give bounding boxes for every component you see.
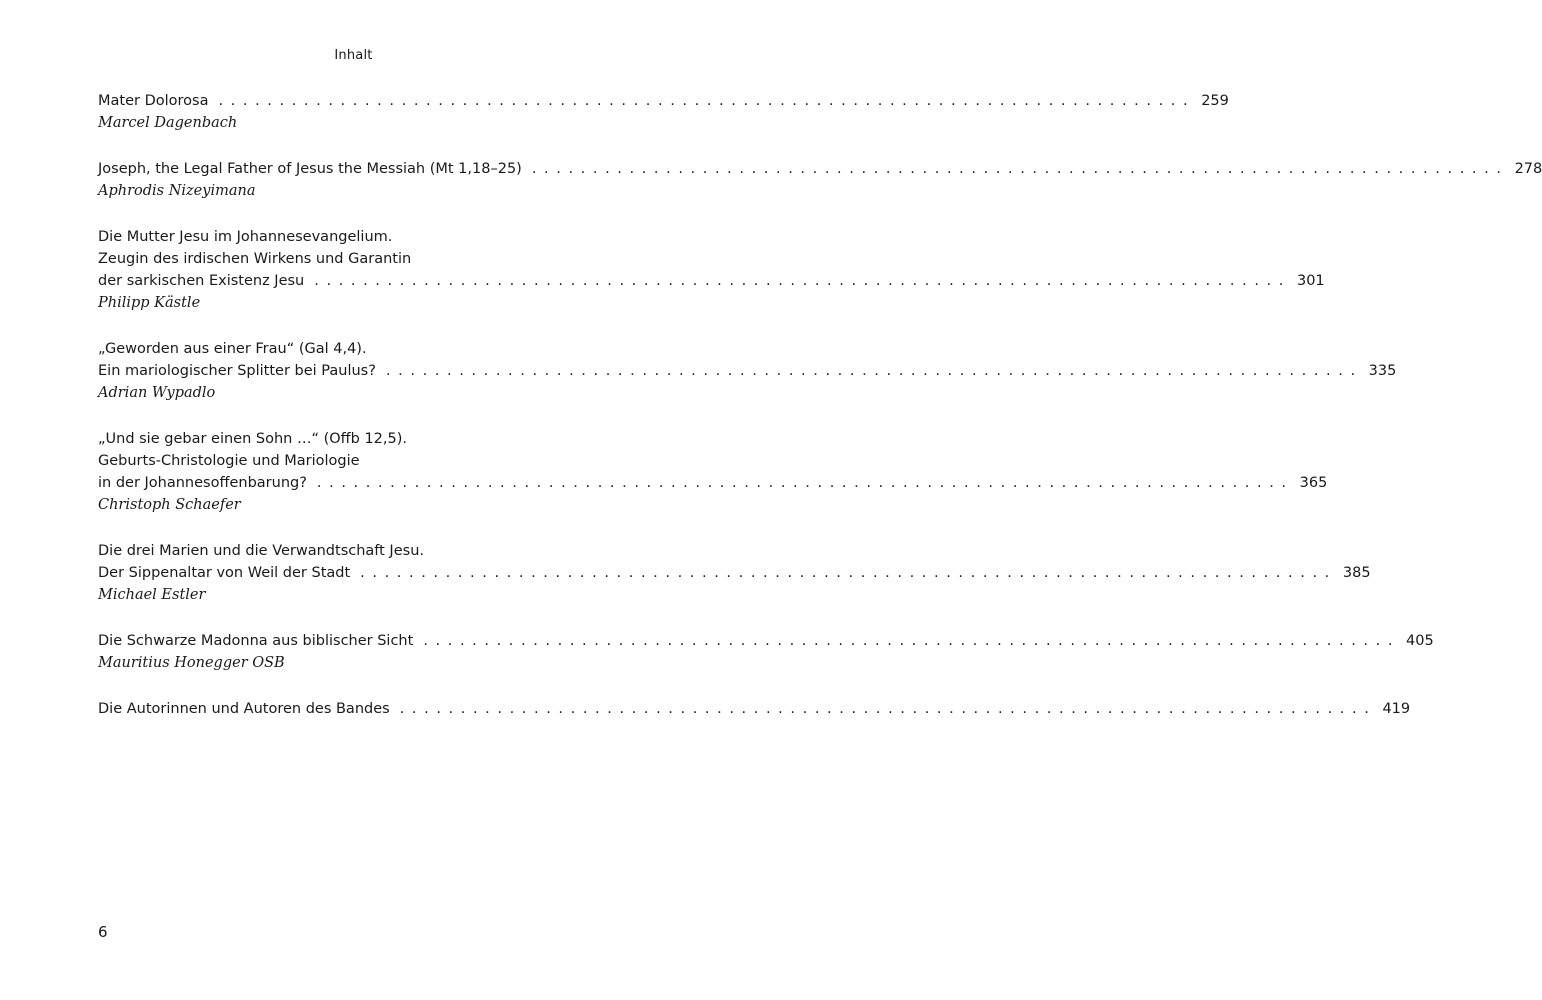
toc-entry-title xyxy=(98,90,1229,112)
toc-entry xyxy=(98,428,1328,516)
toc-entry-title-text: Mater Dolorosa xyxy=(98,93,209,109)
toc-entry xyxy=(98,158,1542,202)
toc-entry-title xyxy=(98,158,1542,180)
toc-page-number: 419 xyxy=(1382,701,1411,717)
dot-leader: ................................................................................ xyxy=(316,475,1294,491)
toc-entry xyxy=(98,90,1229,134)
toc-entry-title xyxy=(98,698,1411,720)
toc-entry-title-text: in der Johannesoffenbarung? xyxy=(98,475,307,491)
toc-entry-author: Mauritius Honegger OSB xyxy=(98,655,285,671)
dot-leader: ................................................................................ xyxy=(218,93,1196,109)
running-head: Inhalt xyxy=(334,48,373,63)
dot-leader: ................................................................................ xyxy=(314,273,1291,289)
toc-entry-title xyxy=(98,270,1325,292)
toc-entry-author: Michael Estler xyxy=(98,587,206,603)
toc-page-number: 301 xyxy=(1296,273,1325,289)
toc-entry-title-text: Ein mariologischer Splitter bei Paulus? xyxy=(98,363,376,379)
toc-page-number: 335 xyxy=(1368,363,1397,379)
toc-entry-title xyxy=(98,360,1397,382)
toc-page-number: 278 xyxy=(1514,161,1542,177)
toc-entry xyxy=(98,540,1371,606)
toc-entry-author: Christoph Schaefer xyxy=(98,497,241,513)
toc-entry-author: Marcel Dagenbach xyxy=(98,115,238,131)
toc-entry-author: Adrian Wypadlo xyxy=(98,385,216,401)
toc-entry xyxy=(98,226,1325,314)
toc-entry-title-line: Zeugin des irdischen Wirkens und Garantin xyxy=(98,251,412,267)
toc-entry xyxy=(98,338,1397,404)
toc-entry-title-text: Die Autorinnen und Autoren des Bandes xyxy=(98,701,390,717)
toc-page-number: 385 xyxy=(1342,565,1371,581)
dot-leader: ................................................................................ xyxy=(531,161,1509,177)
toc-entry-title-line: Die drei Marien und die Verwandtschaft Jesu. xyxy=(98,543,424,559)
toc-entry xyxy=(98,630,1434,674)
toc-entry-title-text: Joseph, the Legal Father of Jesus the Messiah (Mt 1,18–25) xyxy=(98,161,522,177)
toc-entry-title xyxy=(98,562,1371,584)
toc-entry-title-line: Geburts-Christologie und Mariologie xyxy=(98,453,360,469)
toc-page-number: 259 xyxy=(1201,93,1229,109)
dot-leader: ................................................................................ xyxy=(399,701,1377,717)
page-number: 6 xyxy=(98,923,108,941)
toc-entry-author: Aphrodis Nizeyimana xyxy=(98,183,256,199)
toc-entry-title xyxy=(98,472,1328,494)
dot-leader: ................................................................................ xyxy=(360,565,1337,581)
toc-page-number: 365 xyxy=(1299,475,1328,491)
toc-entry-title-text: Der Sippenaltar von Weil der Stadt xyxy=(98,565,351,581)
toc-entry-title-line: „Geworden aus einer Frau“ (Gal 4,4). xyxy=(98,341,367,357)
toc-entry-author: Philipp Kästle xyxy=(98,295,201,311)
toc-entry-title-line: „Und sie gebar einen Sohn …“ (Offb 12,5). xyxy=(98,431,407,447)
toc-entry-title-line: Die Mutter Jesu im Johannesevangelium. xyxy=(98,229,393,245)
toc-entry-title xyxy=(98,630,1434,652)
toc-entry-title-text: Die Schwarze Madonna aus biblischer Sicht xyxy=(98,633,414,649)
dot-leader: ................................................................................ xyxy=(423,633,1401,649)
toc-entry xyxy=(98,698,1411,720)
toc-entry-title-text: der sarkischen Existenz Jesu xyxy=(98,273,305,289)
table-of-contents xyxy=(98,90,1542,744)
toc-page-number: 405 xyxy=(1406,633,1434,649)
dot-leader: ................................................................................ xyxy=(385,363,1363,379)
